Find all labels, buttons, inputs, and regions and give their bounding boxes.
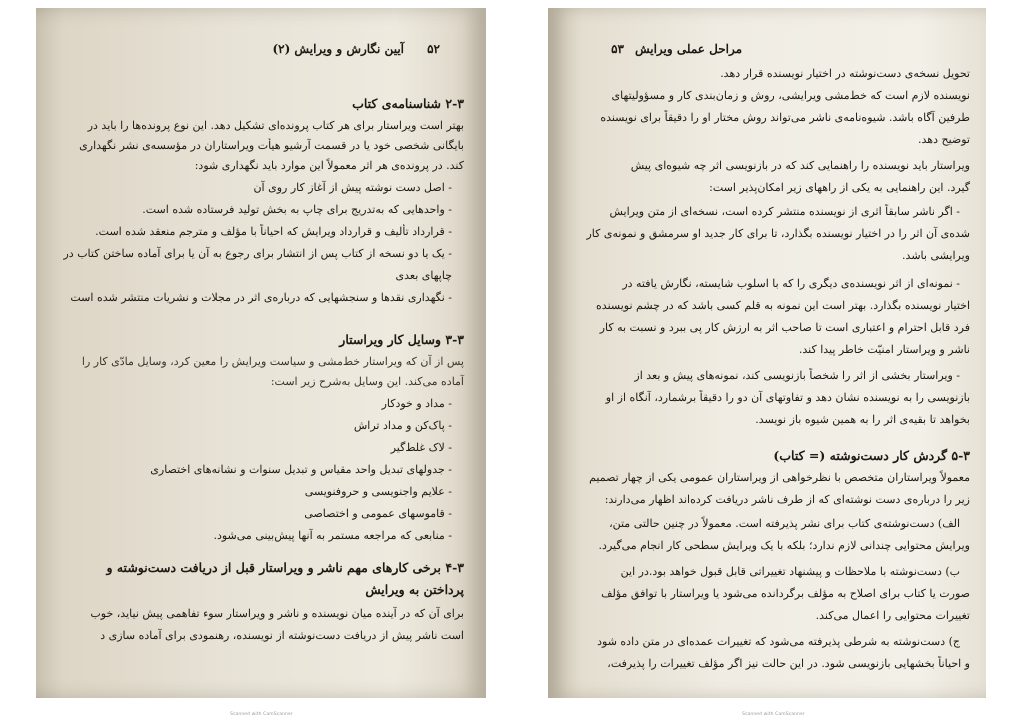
bottom-margin <box>0 698 1024 724</box>
list-item: - ویراستار بخشی از اثر را شخصاً بازنویسی کند، نمونه‌های پیش و بعد از <box>634 369 960 382</box>
right-page <box>548 8 986 698</box>
paragraph-line: بهتر است ویراستار برای هر کتاب پرونده‌ای تشکیل دهد. این نوع پرونده‌ها را باید در <box>87 119 464 132</box>
paragraph-line: است ناشر پیش از دریافت دست‌نوشته از نویسنده، رهنمودی برای آماده سازی د <box>100 629 464 642</box>
list-item: ب) دست‌نوشته با ملاحظات و پیشنهاد تغییراتی قابل قبول خواهد بود.در این <box>620 565 960 578</box>
paragraph-line: تحویل نسخه‌ی دست‌نوشته در اختیار نویسنده قرار دهد. <box>720 67 970 80</box>
left-page-number: ۵۲ <box>427 42 440 56</box>
list-item: - اصل دست نوشته پیش از آغاز کار روی آن <box>253 181 452 194</box>
list-item: - منابعی که مراجعه مستمر به آنها پیش‌بینی می‌شود. <box>213 529 452 542</box>
page-gutter <box>486 0 548 724</box>
paragraph-line: بازنویسی را به نویسنده نشان دهد و تفاوتهای آن دو را دقیقاً برشمارد، آنگاه از او <box>605 391 970 404</box>
list-item: - قاموسهای عمومی و اختصاصی <box>304 507 452 520</box>
list-item: الف) دست‌نوشته‌ی کتاب برای نشر پذیرفته است. معمولاً در چنین حالتی متن، <box>609 517 960 530</box>
list-item: - مداد و خودکار <box>381 397 452 410</box>
paragraph-line: آماده می‌کند. این وسایل به‌شرح زیر است: <box>270 375 464 388</box>
paragraph-line: شده‌ی آن اثر را در اختیار نویسنده بگذارد، تا برای کار جدید او سرمشق و نمونه‌ی کار <box>586 227 970 240</box>
list-item: - یک یا دو نسخه از کتاب پس از انتشار برای رجوع به آن یا برای آماده ساختن کتاب در <box>63 247 452 260</box>
list-item: - نمونه‌ای از اثر نویسنده‌ی دیگری را که با اسلوب شایسته، نگارش یافته در <box>622 277 960 290</box>
paragraph-line: تغییرات محتوایی را اعمال می‌کند. <box>815 609 970 622</box>
list-item: - قرارداد تألیف و قرارداد ویرایش که احیاناً با مؤلف و مترجم منعقد شده است. <box>95 225 452 238</box>
list-item: - جدولهای تبدیل واحد مقیاس و تبدیل سنوات و نشانه‌های اختصاری <box>150 463 452 476</box>
right-scanner-label: Scanned with CamScanner <box>742 712 805 717</box>
list-item: ج) دست‌نوشته به شرطی پذیرفته می‌شود که تغییرات عمده‌ای در متن داده شود <box>597 635 960 648</box>
list-item: - پاک‌کن و مداد تراش <box>353 419 452 432</box>
paragraph-line: زیر را درباره‌ی دست نوشته‌ای که از طرف ناشر دریافت کرده‌اند اظهار می‌دارند: <box>604 493 970 506</box>
paragraph-line: بخواهد تا بقیه‌ی اثر را به همین شیوه باز نویسد. <box>755 413 970 426</box>
section-heading-2-3: ۲-۳ شناسنامه‌ی کتاب <box>352 96 464 111</box>
left-running-head: آیین نگارش و ویرایش (۲) <box>272 42 404 56</box>
right-page-number: ۵۳ <box>611 42 624 56</box>
list-item: - نگهداری نقدها و سنجشهایی که درباره‌ی اثر در مجلات و نشریات منتشر شده است <box>70 291 452 304</box>
section-heading-5-3: ۵-۳ گردش کار دست‌نوشته (= کتاب) <box>773 448 970 463</box>
paragraph-line: طرفین آگاه باشد. شیوه‌نامه‌ی ناشر می‌تواند روش مختار او را دقیقاً برای نویسنده <box>600 111 970 124</box>
list-item: - اگر ناشر سابقاً اثری از نویسنده منتشر کرده است، نسخه‌ای از متن ویرایش <box>609 205 960 218</box>
paragraph-line: ویراستار باید نویسنده را راهنمایی کند که در بازنویسی اثر چه شیوه‌ای پیش <box>630 159 970 172</box>
paragraph-line: فرد قابل احترام و اعتباری است تا صاحب اثر به ارزش کار پی ببرد و نسبت به کار <box>599 321 970 334</box>
list-item: - واحدهایی که به‌تدریج برای چاپ به بخش تولید فرستاده شده است. <box>142 203 452 216</box>
paragraph-line: برای آن که در آینده میان نویسنده و ناشر و ویراستار سوء تفاهمی پیش نیاید، خوب <box>90 607 464 620</box>
paragraph-line: ویرایشی باشد. <box>902 249 970 262</box>
list-item: چاپهای بعدی <box>395 269 452 282</box>
list-item: - لاک غلط‌گیر <box>390 441 452 454</box>
section-heading-4-3-cont: پرداختن به ویرایش <box>365 582 464 597</box>
paragraph-line: گیرد. این راهنمایی به یکی از راههای زیر امکان‌پذیر است: <box>709 181 970 194</box>
paragraph-line: معمولاً ویراستاران متخصص با نظرخواهی از ویراستاران عمومی یکی از چهار تصمیم <box>589 471 970 484</box>
right-running-head: مراحل عملی ویرایش <box>634 42 742 56</box>
section-heading-3-3: ۳-۳ وسایل کار ویراستار <box>339 332 464 347</box>
paragraph-line: اختیار نویسنده بگذارد. بهتر است این نمونه به قلم کسی باشد که در چشم نویسنده <box>596 299 970 312</box>
section-heading-4-3: ۴-۳ برخی کارهای مهم ناشر و ویراستار قبل از دریافت دست‌نوشته و <box>106 560 464 575</box>
paragraph-line: کند. در پرونده‌ی هر اثر معمولاً این موارد باید نگهداری شود: <box>194 159 464 172</box>
paragraph-line: ویرایش محتوایی چندانی لازم ندارد؛ بلکه با یک ویرایش سطحی کار انجام می‌گیرد. <box>598 539 970 552</box>
paragraph-line: بایگانی شخصی خود یا در قسمت آرشیو هیأت ویراستاران در مؤسسه‌ی نشر نگهداری <box>79 139 464 152</box>
left-page <box>36 8 486 698</box>
paragraph-line: توضیح دهد. <box>918 133 970 146</box>
paragraph-line: ناشر و ویراستار امنیّت خاطر پیدا کند. <box>798 343 970 356</box>
paragraph-line: و احیاناً بخشهایی بازنویسی شود. در این حالت نیز اگر مؤلف تغییرات را پذیرفت، <box>607 657 970 670</box>
paragraph-line: صورت یا کتاب برای اصلاح به مؤلف برگردانده می‌شود یا ویراستار با توافق مؤلف <box>601 587 970 600</box>
list-item: - علایم واجنویسی و حروفنویسی <box>304 485 452 498</box>
paragraph-line: نویسنده لازم است که خط‌مشی ویرایشی، روش و زمان‌بندی کار و مسؤولیتهای <box>611 89 970 102</box>
left-scanner-label: Scanned with CamScanner <box>230 712 293 717</box>
paragraph-line: پس از آن که ویراستار خط‌مشی و سیاست ویرایش را معین کرد، وسایل مادّی کار را <box>81 355 464 368</box>
